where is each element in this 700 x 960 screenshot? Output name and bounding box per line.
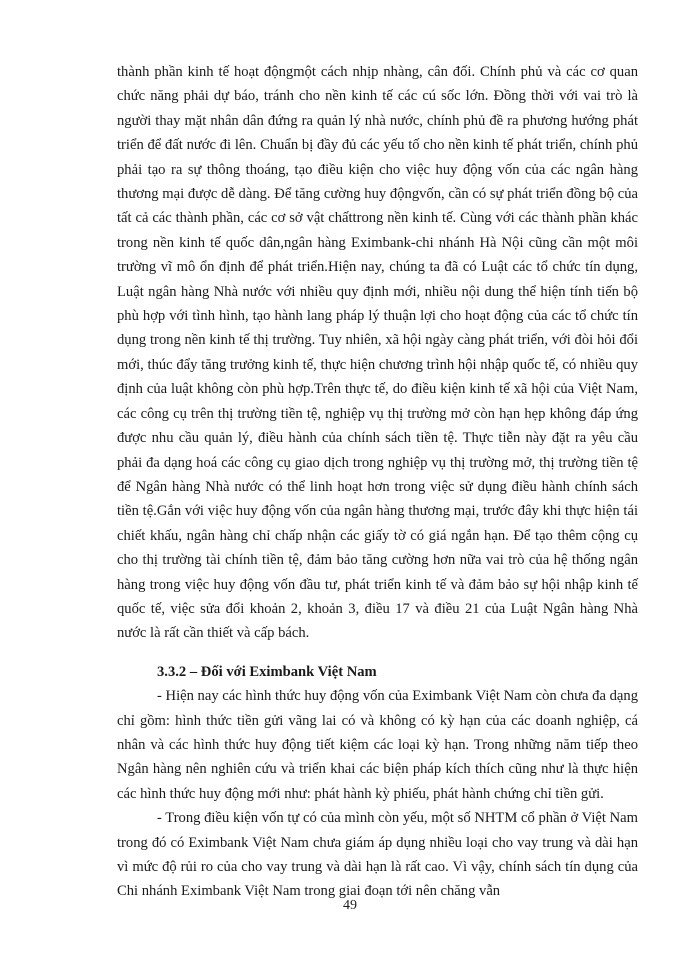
section-paragraph: - Hiện nay các hình thức huy động vốn của Eximbank Việt Nam còn chưa đa dạng chỉ gồm: hình thức tiền gửi vãng lai có và không có kỳ hạn của các doanh nghiệp, cá nhân và các hình thức huy động tiết kiệm các loại kỳ hạn. Trong những năm tiếp theo Ngân hàng nên nghiên cứu và triển khai các biện pháp kích thích cũng như là thực hiện các hình thức huy động mới như: phát hành kỳ phiếu, phát hành chứng chỉ tiền gửi. bbox=[117, 688, 638, 802]
body-paragraph: thành phần kinh tế hoạt độngmột cách nhịp nhàng, cân đối. Chính phủ và các cơ quan chức năng phải dự báo, tránh cho nền kinh tế các cú sốc lớn. Đồng thời với vai trò là người thay mặt nhân dân đứng ra quản lý nhà nước, chính phủ đề ra phương hướng phát triển để đất nước đi lên. Chuẩn bị đầy đủ các yếu tố cho nền kinh tế phát triển, chính phủ phải tạo ra sự thông thoáng, tạo điều kiện cho việc huy động vốn của các ngân hàng thương mại được dễ dàng. Để tăng cường huy độngvốn, cần có sự phát triển đồng bộ của tất cả các thành phần, các cơ sở vật chấttrong nền kinh tế. Cùng với các thành phần khác trong nền kinh tế quốc dân,ngân hàng Eximbank-chi nhánh Hà Nội cũng cần một môi trường vĩ mô ổn định để phát triển.Hiện nay, chúng ta đã có Luật các tổ chức tín dụng, Luật ngân hàng Nhà nước với nhiều quy định mới, nhiều nội dung thể hiện tính tiến bộ phù hợp với tình hình, tạo hành lang pháp lý thuận lợi cho hoạt động của các tổ chức tín dụng trong nền kinh tế thị trường. Tuy nhiên, xã hội ngày càng phát triển, với đòi hỏi đổi mới, thúc đẩy tăng trưởng kinh tế, thực hiện chương trình hội nhập quốc tế, có nhiều quy định của luật không còn phù hợp.Trên thực tế, do điều kiện kinh tế xã hội của Việt Nam, các công cụ trên thị trường tiền tệ, nghiệp vụ thị trường mở còn hạn hẹp không đáp ứng được nhu cầu quản lý, điều hành của chính sách tiền tệ. Thực tiễn này đặt ra yêu cầu phải đa dạng hoá các công cụ giao dịch trong nghiệp vụ thị trường mở, thị trường tiền tệ để Ngân hàng Nhà nước có thể linh hoạt hơn trong việc sử dụng điều hành chính sách tiền tệ.Gắn với việc huy động vốn của ngân hàng thương mại, trước đây khi thực hiện tái chiết khấu, ngân hàng chỉ chấp nhận các giấy tờ có giá ngắn hạn. Để tạo thêm cộng cụ cho thị trường tài chính tiền tệ, đảm bảo tăng cường hơn nữa vai trò của hệ thống ngân hàng trong việc huy động vốn đầu tư, phát triển kinh tế và đảm bảo sự hội nhập kinh tế quốc tế, việc sửa đổi khoản 2, khoản 3, điều 17 và điều 21 của Luật Ngân hàng Nhà nước là rất cần thiết và cấp bách. bbox=[117, 64, 638, 642]
document-body bbox=[117, 60, 638, 904]
page-number: 49 bbox=[343, 898, 357, 913]
section-heading: 3.3.2 – Đối với Eximbank Việt Nam bbox=[157, 663, 377, 680]
section-paragraph: - Trong điều kiện vốn tự có của mình còn yếu, một số NHTM cổ phần ở Việt Nam trong đó có Eximbank Việt Nam chưa giám áp dụng nhiều loại cho vay trung và dài hạn vì mức độ rủi ro của cho vay trung và dài hạn là rất cao. Vì vậy, chính sách tín dụng của Chi nhánh Eximbank Việt Nam trong giai đoạn tới nên chăng vẫn bbox=[117, 810, 638, 900]
